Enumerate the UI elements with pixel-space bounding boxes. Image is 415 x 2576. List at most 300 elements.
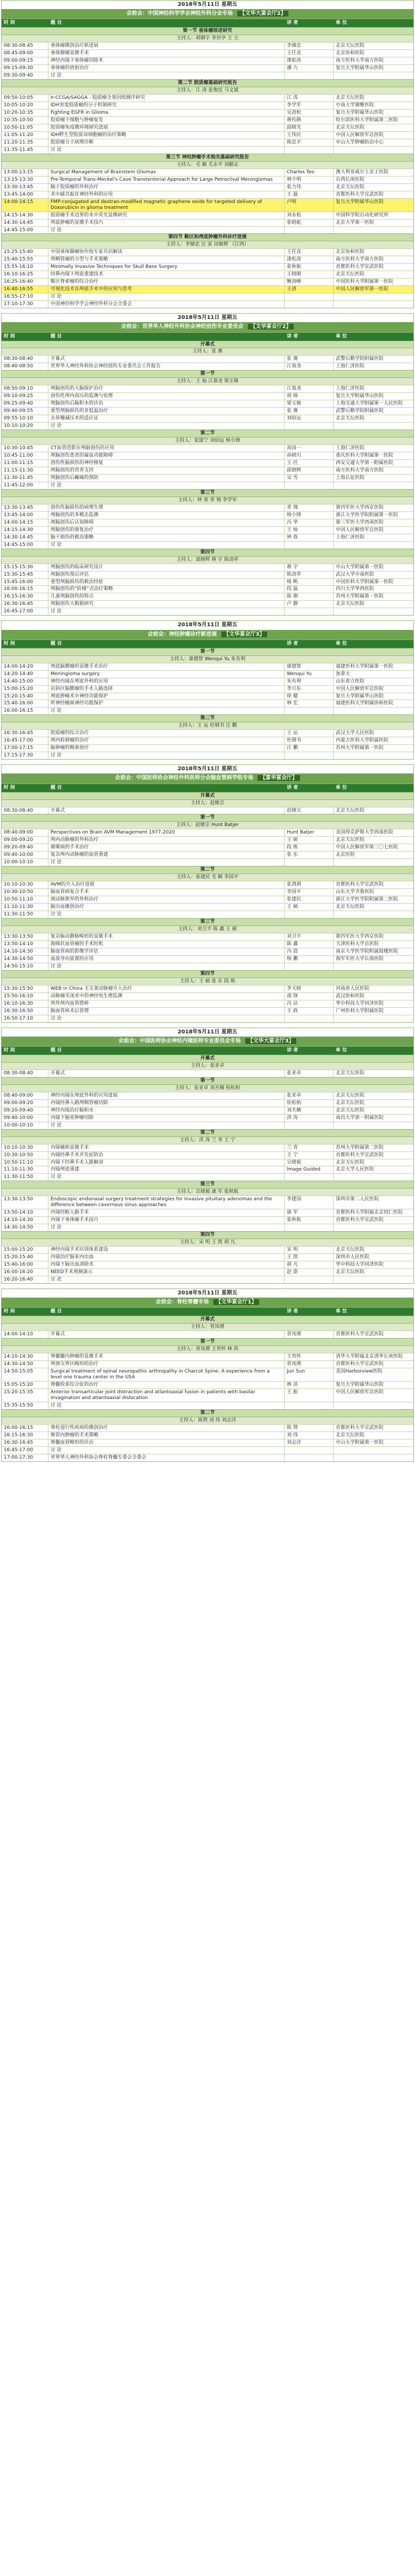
section-name: 第二节 xyxy=(2,1129,413,1137)
row-speaker: 张建民 xyxy=(285,896,334,903)
section-chair: 主持人：毛 颖 尤永平 刘献志 xyxy=(2,161,413,169)
table-row xyxy=(2,1454,413,1461)
section-name: 第四节 鞍区和颅底肿瘤外科诊疗进展 xyxy=(2,233,413,241)
row-speaker: 张 赛 xyxy=(285,408,334,415)
row-speaker: 钟 春 xyxy=(285,534,334,541)
row-time: 15:20-15:35 xyxy=(2,1389,48,1402)
block-title: 会前会：中国医师协会神经外科医师分会脑血管病学组专场 【富华宴会厅】 xyxy=(2,773,413,783)
row-speaker: Charles Teo xyxy=(285,169,334,176)
row-affiliation: 武汉协和医院 xyxy=(336,993,365,999)
row-affiliation: 南京大学医学院附属鼓楼医院 xyxy=(336,948,399,954)
row-topic: 脑干胶质瘤的外科治疗 xyxy=(48,184,285,191)
table-row xyxy=(2,293,413,300)
section-chair: 主持人：赵继宗 Hunt Batjer xyxy=(2,821,413,829)
row-affiliation: 中南大学湘雅医院 xyxy=(336,103,375,108)
row-affiliation xyxy=(334,1402,413,1409)
row-time: 11:15-11:30 xyxy=(2,467,48,474)
row-affiliation: 武汉大学人民医院 xyxy=(336,730,375,736)
table-row xyxy=(2,1159,413,1166)
row-affiliation: 北京医院 xyxy=(336,852,355,858)
row-affiliation: 四川大学华西医院 xyxy=(336,586,375,592)
block-date: 2018年5月11日 星期五 xyxy=(2,1289,413,1298)
row-topic: 术中磁共振在神经外科的应用 xyxy=(48,191,285,198)
table-row xyxy=(2,1224,413,1231)
table-row xyxy=(2,1107,413,1114)
row-speaker: 蒋传路 xyxy=(285,117,334,124)
program-block xyxy=(1,764,414,1022)
row-speaker xyxy=(285,963,334,970)
header-affiliation: 单 位 xyxy=(336,333,347,339)
row-time: 10:30-10:50 xyxy=(2,889,48,896)
row-speaker xyxy=(285,752,334,759)
row-speaker: 张秋航 xyxy=(285,1217,334,1224)
row-topic: 讨 论 xyxy=(48,542,285,549)
row-affiliation: 首都医科大学宣武医院 xyxy=(336,1217,384,1223)
table-row xyxy=(2,563,413,571)
row-time: 14:00-14:20 xyxy=(2,663,48,670)
row-speaker: 梁玉敏 xyxy=(285,400,334,407)
row-topic: 颅脑创伤的多模态监测 xyxy=(48,512,285,519)
row-speaker xyxy=(285,1276,334,1283)
table-row xyxy=(2,858,413,866)
row-affiliation: 中国人民解放军第一医院 xyxy=(336,287,389,292)
row-topic: 内镜下经鼻手术入路解剖 xyxy=(48,1159,285,1166)
row-affiliation: 中国人民解放军总医院 xyxy=(336,527,384,533)
row-speaker: 张亚卓 xyxy=(285,1092,334,1099)
row-time: 08:30-08:40 xyxy=(2,356,48,363)
table-row xyxy=(2,600,413,608)
table-row xyxy=(2,57,413,64)
row-speaker: 王 振 xyxy=(285,1389,334,1402)
table-row xyxy=(2,578,413,586)
row-topic: 神经内镜手术培训体系建设 xyxy=(48,1247,285,1253)
section-name: 第四节 xyxy=(2,1231,413,1239)
row-affiliation: 华中科技大学同济医院 xyxy=(336,1262,384,1268)
row-topic: 颅颈交界区畸形的治疗 xyxy=(48,1361,285,1368)
row-time: 16:50-17:10 xyxy=(2,1015,48,1022)
row-affiliation xyxy=(334,608,413,615)
row-speaker: 菅凤增 xyxy=(285,1331,334,1338)
row-affiliation: 上海交通大学附属第一人民医院 xyxy=(336,401,403,407)
row-affiliation xyxy=(334,752,413,759)
table-row xyxy=(2,948,413,955)
table-row xyxy=(2,139,413,146)
row-time: 13:30-13:50 xyxy=(2,933,48,940)
row-affiliation: 苏州大学附属第二医院 xyxy=(336,1144,384,1150)
column-header xyxy=(2,1046,413,1055)
table-row xyxy=(2,685,413,693)
table-row xyxy=(2,1253,413,1261)
row-speaker: 王晓刚 xyxy=(285,271,334,278)
row-time: 13:00-13:15 xyxy=(2,169,48,176)
row-speaker: 刘 伟 xyxy=(285,1432,334,1439)
row-time: 13:30-13:45 xyxy=(2,504,48,511)
table-row xyxy=(2,1432,413,1439)
table-row xyxy=(2,415,413,422)
row-speaker: 王 灿 xyxy=(285,527,334,534)
row-affiliation: 首都医科大学宣武医院 xyxy=(336,1425,384,1430)
row-topic: 内镜下脑出血清除术 xyxy=(48,1261,285,1268)
row-time: 09:30-09:40 xyxy=(2,72,48,79)
section-chair: 主持人：菅凤增 王贵怀 林 洪 xyxy=(2,1345,413,1353)
row-topic: 脊柱退行性疾病的微创治疗 xyxy=(48,1425,285,1432)
header-speaker: 讲 者 xyxy=(287,333,298,339)
table-row xyxy=(2,278,413,285)
table-row xyxy=(2,807,413,814)
header-affiliation: 单 位 xyxy=(336,1309,347,1315)
table-row xyxy=(2,183,413,191)
row-topic: 颅脑创伤的“阶梯”式治疗策略 xyxy=(48,586,285,593)
section-chair: 主持人：胡炯宇 李世亭 王 立 xyxy=(2,35,413,42)
table-row xyxy=(2,452,413,459)
row-speaker: 王任直 xyxy=(285,249,334,256)
row-topic: 脑血管病术后管理 xyxy=(48,1008,285,1015)
row-time: 16:00-16:20 xyxy=(2,1269,48,1276)
section-chair: 主持人：邱炳辉 蒋 宇 陈劲草 xyxy=(2,556,413,563)
row-speaker: 李建国 xyxy=(285,1196,334,1209)
table-row xyxy=(2,1368,413,1381)
section-chair: 主持人：张 赛 xyxy=(2,348,413,355)
row-time: 16:00-16:15 xyxy=(2,1425,48,1432)
row-affiliation: 北京天坛医院 xyxy=(336,124,365,130)
row-topic: 胶质瘤手术边界的术中荧光显像研究 xyxy=(48,212,285,219)
section-name: 第三节 xyxy=(2,1181,413,1188)
block-date: 2018年5月11日 星期五 xyxy=(2,765,413,773)
table-row xyxy=(2,963,413,970)
row-time: 10:10-10:30 xyxy=(2,1144,48,1151)
row-topic: 胶质瘤的综合治疗 xyxy=(48,730,285,737)
column-header xyxy=(2,784,413,792)
table-row xyxy=(2,198,413,212)
row-affiliation: 北京天坛医院 xyxy=(336,601,365,607)
table-row xyxy=(2,933,413,940)
row-affiliation: 武汉大学中南医院 xyxy=(336,571,375,577)
row-speaker: 张鸿祺 xyxy=(285,881,334,888)
row-affiliation: 深圳市第二人民医院 xyxy=(336,1197,379,1202)
row-speaker xyxy=(285,1402,334,1409)
header-speaker: 讲 者 xyxy=(287,1047,298,1053)
hall-label: 【文华宴会厅2】 xyxy=(248,324,294,330)
row-time: 14:20-14:40 xyxy=(2,671,48,678)
row-speaker: 卢明 xyxy=(285,199,334,212)
row-speaker: 高国一 xyxy=(285,445,334,452)
table-row xyxy=(2,42,413,49)
row-affiliation: 中国科学院自动化研究所 xyxy=(336,212,389,218)
row-time: 11:10-11:30 xyxy=(2,904,48,911)
row-time: 11:05-11:20 xyxy=(2,132,48,139)
row-topic: 内镜经鼻入路颅咽管瘤切除 xyxy=(48,1100,285,1107)
row-affiliation: 中山大学附属第一医院 xyxy=(336,1439,384,1445)
header-topic: 题 目 xyxy=(51,785,62,790)
row-time: 10:45-11:00 xyxy=(2,452,48,459)
row-affiliation xyxy=(334,482,413,489)
row-time: 15:20-15:40 xyxy=(2,1254,48,1261)
row-topic: 讨 论 xyxy=(48,147,285,154)
row-topic: 垂体瘤微创治疗新进展 xyxy=(48,43,285,49)
row-time: 08:30-08:40 xyxy=(2,1070,48,1077)
table-row xyxy=(2,1209,413,1216)
row-affiliation xyxy=(334,72,413,79)
row-speaker: 冯 华 xyxy=(285,519,334,526)
row-speaker xyxy=(285,1015,334,1022)
table-row xyxy=(2,444,413,452)
row-affiliation: 上海仁济医院 xyxy=(336,534,365,540)
row-topic: 神经内镜治疗脑积水 xyxy=(48,1107,285,1114)
row-speaker xyxy=(285,227,334,234)
row-speaker: 李国平 xyxy=(285,889,334,896)
row-speaker: 徐 健 xyxy=(285,693,334,700)
row-speaker: 王 硕 xyxy=(285,837,334,844)
row-time: 09:10-09:25 xyxy=(2,393,48,400)
row-time: 16:30-16:50 xyxy=(2,1008,48,1015)
row-speaker xyxy=(285,542,334,549)
header-time: 时 间 xyxy=(4,1309,15,1315)
row-topic: 讨 论 xyxy=(48,293,285,300)
row-topic: 脑出血微创治疗 xyxy=(48,904,285,911)
table-row xyxy=(2,1015,413,1022)
row-time: 14:00-14:15 xyxy=(2,199,48,212)
row-topic: 胶质瘤干细胞与肿瘤复发 xyxy=(48,117,285,124)
row-topic: AVM的介入治疗进展 xyxy=(48,881,285,888)
row-affiliation: 北京天坛医院 xyxy=(336,1100,365,1106)
row-speaker: 刘丕楠 xyxy=(285,1107,334,1114)
header-time: 时 间 xyxy=(4,641,15,646)
row-affiliation: 上海仁济医院 xyxy=(336,445,365,451)
row-topic: 世界华人神经外科协会脊柱脊髓专委会全委会 xyxy=(48,1454,285,1461)
row-affiliation: 山东省立医院 xyxy=(336,678,365,684)
row-time: 15:55-16:10 xyxy=(2,264,48,271)
row-time: 14:00-14:10 xyxy=(2,1331,48,1338)
section-chair: 主持人：张建民 毛 颖 李国平 xyxy=(2,873,413,881)
row-speaker: 赵继宗 xyxy=(285,807,334,814)
row-topic: 内镜经眶入路手术 xyxy=(48,1209,285,1216)
section-chair: 主持人：刘卫平 陈 鑫 王 硕 xyxy=(2,925,413,933)
section-chair: 主持人：王 硕 张 东 段 炼 xyxy=(2,978,413,985)
row-topic: 颅脑创伤患者的凝血功能障碍 xyxy=(48,452,285,459)
row-speaker: 林 宏 xyxy=(285,700,334,707)
row-affiliation: 复旦大学附属华山医院 xyxy=(336,393,384,399)
row-topic: 创伤性颅内高压的监测与处理 xyxy=(48,393,285,400)
row-affiliation: 山东大学齐鲁医院 xyxy=(336,889,375,895)
table-row xyxy=(2,1173,413,1181)
section-name: 第一节 xyxy=(2,1077,413,1084)
row-affiliation: 南昌大学第一附属医院 xyxy=(336,1115,384,1121)
row-speaker: 王 硕 xyxy=(285,904,334,911)
row-topic: 垂体瘤的放射治疗 xyxy=(48,65,285,72)
row-speaker: 张 赛 xyxy=(285,356,334,363)
row-topic: 内镜治疗脑室内出血 xyxy=(48,1254,285,1261)
section-chair: 主持人：宗绪毅 康 军 张秋航 xyxy=(2,1188,413,1196)
row-topic: 讨 论 xyxy=(48,1174,285,1181)
row-topic: 烟雾病的手术治疗 xyxy=(48,844,285,851)
block-title: 会前会：神经肿瘤诊疗新进展 【文华宴会厅3】 xyxy=(2,630,413,639)
row-affiliation: 北京天坛医院 xyxy=(336,837,365,843)
row-time: 16:10-16:30 xyxy=(2,1000,48,1007)
row-topic: IDH野生型胶质母细胞瘤的治疗策略 xyxy=(48,132,285,139)
row-topic: IDH突变胶质瘤的分子机制研究 xyxy=(48,102,285,109)
section-name: 第一节 垂体瘤综述研究 xyxy=(2,27,413,35)
row-affiliation: 南方医科大学南方医院 xyxy=(336,58,384,64)
block-title: 会前会：中国神经科学学会神经外科分会专场 【文华大宴会厅2】 xyxy=(2,9,413,19)
row-speaker: 王 凯 xyxy=(285,1254,334,1261)
row-time: 10:50-11:05 xyxy=(2,124,48,131)
section-name: 第二节 xyxy=(2,1409,413,1417)
row-speaker: 赵 澎 xyxy=(285,1269,334,1276)
row-affiliation xyxy=(334,708,413,714)
row-time: 15:20-15:40 xyxy=(2,693,48,700)
row-affiliation xyxy=(334,1276,413,1283)
row-speaker: 吴劲松 xyxy=(285,110,334,116)
section-name: 第一节 xyxy=(2,1338,413,1345)
row-affiliation: 首都医科大学宣武医院 xyxy=(336,882,384,888)
row-topic: CT血管造影在颅脑创伤的应用 xyxy=(48,445,285,452)
table-row xyxy=(2,836,413,844)
row-speaker: 桂松柏 xyxy=(285,1100,334,1107)
program-block xyxy=(1,1289,414,1462)
row-time: 15:30-15:50 xyxy=(2,986,48,992)
row-time: 13:50-14:10 xyxy=(2,1209,48,1216)
row-topic: 颅外颅内血管搭桥 xyxy=(48,1000,285,1007)
hall-label: 【富华宴会厅】 xyxy=(258,775,300,781)
row-time: 10:30-10:50 xyxy=(2,1152,48,1159)
row-affiliation: 中山大学肿瘤防治中心 xyxy=(336,139,384,145)
row-affiliation: 北京天坛医院 xyxy=(336,1070,365,1076)
row-topic: 开幕式 xyxy=(48,1331,285,1338)
row-speaker: 漆松涛 xyxy=(285,256,334,263)
row-affiliation: 浙江大学医学院附属第一医院 xyxy=(336,512,399,518)
row-affiliation: 首都医科大学宣武医院 xyxy=(336,1332,384,1337)
row-speaker: 王 任 xyxy=(285,460,334,467)
row-topic: Ir-CCGA/SAGGA - 胶质瘤全基因组测序研究 xyxy=(48,95,285,102)
column-header xyxy=(2,332,413,341)
row-time: 13:45-14:00 xyxy=(2,512,48,519)
row-topic: 胶质瘤分子病理诊断 xyxy=(48,139,285,146)
row-time: 10:20-10:35 xyxy=(2,110,48,116)
row-time: 14:50-15:10 xyxy=(2,963,48,970)
row-topic: WEB in China 无支架动脉瘤介入治疗 xyxy=(48,986,285,992)
row-time: 16:10-16:25 xyxy=(2,271,48,278)
header-speaker: 讲 者 xyxy=(287,20,298,26)
row-time: 14:45-15:00 xyxy=(2,542,48,549)
row-speaker xyxy=(285,708,334,714)
row-time: 11:45-12:00 xyxy=(2,482,48,489)
header-time: 时 间 xyxy=(4,785,15,790)
section-chair: 主持人：菅凤增 xyxy=(2,1323,413,1331)
program-block xyxy=(1,1028,414,1284)
row-time: 09:40-09:55 xyxy=(2,408,48,415)
row-topic: 胶质瘤免疫微环境研究进展 xyxy=(48,124,285,131)
table-row xyxy=(2,571,413,578)
hall-label: 【文华大宴会厅2】 xyxy=(237,11,289,16)
row-speaker: 张力伟 xyxy=(285,184,334,191)
row-speaker: 段 磊 xyxy=(285,586,334,593)
row-topic: 颅脑创伤的康复治疗 xyxy=(48,527,285,534)
row-speaker: 邱炳辉 xyxy=(285,467,334,474)
row-affiliation: 南方医科大学南方医院 xyxy=(336,257,384,263)
row-affiliation: 上海仁济医院 xyxy=(336,364,365,369)
row-time: 10:35-10:50 xyxy=(2,117,48,124)
row-speaker xyxy=(285,72,334,79)
table-row xyxy=(2,1070,413,1077)
column-header xyxy=(2,639,413,648)
section-chair: 主持人：王 运 杜钢书 汪 鹏 xyxy=(2,722,413,729)
row-speaker: 胡 凡 xyxy=(285,1261,334,1268)
table-row xyxy=(2,729,413,737)
row-topic: 世界华人神经外科协会神经创伤专业委员会工作报告 xyxy=(48,363,285,370)
row-affiliation: 复旦大学附属华山医院 xyxy=(336,1382,384,1388)
row-time: 16:15-16:30 xyxy=(2,593,48,600)
row-time: 11:30-11:50 xyxy=(2,911,48,918)
row-speaker: 王 运 xyxy=(285,730,334,737)
row-topic: 开幕式 xyxy=(48,1070,285,1077)
row-speaker: 王清 xyxy=(285,286,334,293)
section-chair: 主持人：陈赞 刘 伟 刘志洋 xyxy=(2,1417,413,1424)
table-row xyxy=(2,131,413,139)
row-topic: 动脉瘤夹闭术中的神经电生理监测 xyxy=(48,993,285,1000)
table-row xyxy=(2,1381,413,1388)
row-affiliation: 天津医科大学总医院 xyxy=(336,941,379,947)
row-speaker: 兰 青 xyxy=(285,1144,334,1151)
table-row xyxy=(2,1196,413,1209)
table-row xyxy=(2,256,413,263)
row-speaker: 张秋航 xyxy=(285,264,334,271)
row-time: 10:10-10:20 xyxy=(2,423,48,430)
row-speaker: 王 宁 xyxy=(285,1152,334,1159)
column-header xyxy=(2,19,413,27)
section-name: 第四节 xyxy=(2,970,413,978)
row-topic: 讨 论 xyxy=(48,752,285,759)
row-time: 13:30-13:45 xyxy=(2,184,48,191)
row-affiliation: 第四军医大学西京医院 xyxy=(336,504,384,510)
row-topic: 讨 论 xyxy=(48,227,285,234)
section-chair: 主持人：江 涛 张俊廷 马文斌 xyxy=(2,87,413,94)
row-speaker: 陈忠平 xyxy=(285,139,334,146)
row-speaker: 康德智 xyxy=(285,663,334,670)
table-row xyxy=(2,385,413,392)
row-speaker: 邱晓光 xyxy=(285,124,334,131)
header-affiliation: 单 位 xyxy=(336,785,347,790)
section-chair: 主持人：王 灿 江基尧 梁玉敏 xyxy=(2,377,413,385)
row-topic: Fighting EGFR in Glioma xyxy=(48,110,285,116)
header-time: 时 间 xyxy=(4,1047,15,1053)
row-time: 13:30-13:50 xyxy=(2,1196,48,1209)
row-topic: 讨 论 xyxy=(48,1224,285,1231)
row-affiliation: 北京协和医院 xyxy=(336,249,365,255)
section-name: 第三节 xyxy=(2,918,413,925)
row-time: 14:15-14:30 xyxy=(2,212,48,219)
section-name: 开幕式 xyxy=(2,1055,413,1062)
table-row xyxy=(2,1268,413,1276)
row-affiliation: 复旦大学附属华山医院 xyxy=(336,65,384,71)
section-name: 第二节 xyxy=(2,714,413,722)
row-speaker xyxy=(285,1224,334,1231)
row-topic: 创伤性脑损伤的病理生理 xyxy=(48,504,285,511)
row-topic: 听神经瘤面神经功能保护 xyxy=(48,700,285,707)
row-time: 09:00-09:15 xyxy=(2,57,48,64)
row-affiliation: 复旦大学附属华山医院 xyxy=(336,199,384,205)
table-row xyxy=(2,844,413,851)
row-time: 16:00-16:15 xyxy=(2,708,48,714)
row-affiliation: 北京天坛医院 xyxy=(336,272,365,277)
row-topic: NEED手术视频演示 xyxy=(48,1269,285,1276)
table-row xyxy=(2,504,413,511)
table-row xyxy=(2,474,413,482)
row-speaker: 刘佰运 xyxy=(285,415,334,422)
row-speaker: 蒋 宇 xyxy=(285,564,334,571)
row-time: 15:40-16:00 xyxy=(2,700,48,707)
block-date: 2018年5月11日 星期五 xyxy=(2,314,413,322)
row-affiliation: 北京天坛医院 xyxy=(336,1269,365,1275)
